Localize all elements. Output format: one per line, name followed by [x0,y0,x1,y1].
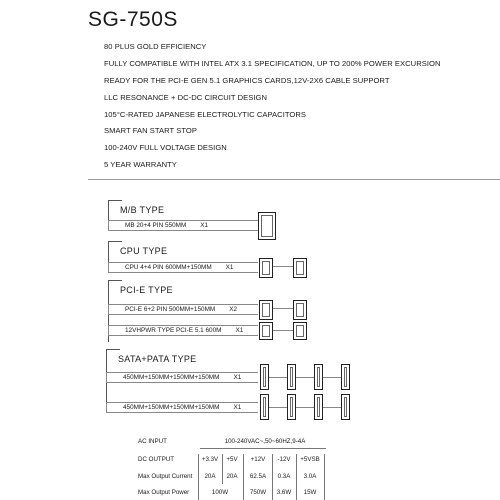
cpu-8pin-connector-icon [293,258,307,278]
rail-cell: +3.3V [201,456,219,463]
divider-line [88,179,500,180]
pcie-wire [273,308,293,309]
sata-connector-icon [341,394,350,420]
current-cell: 3.0A [303,473,317,480]
sata-cable-1 [106,372,258,383]
sata-connector-icon [314,364,323,390]
rail-cell: -12V [277,456,291,463]
sata-cable-qty: X1 [233,374,242,381]
sata-connector-icon [287,364,296,390]
feature-item: FULLY COMPATIBLE WITH INTEL ATX 3.1 SPECIFICATION, UP TO 200% POWER EXCURSION [104,58,441,68]
mb-24pin-connector-icon [258,212,276,240]
feature-item: SMART FAN START STOP [104,126,197,136]
sata-cable-label: 450MM+150MM+150MM+150MM [123,374,220,381]
pcie-cable-label: PCI-E 6+2 PIN 500MM+150MM [125,306,216,313]
rail-cell: +5VSB [300,456,320,463]
feature-item: 5 YEAR WARRANTY [104,160,177,170]
feature-item: 105°C-RATED JAPANESE ELECTROLYTIC CAPACITORS [104,109,307,119]
ac-input-value: 100-240VAC~,50~60HZ,9-4A [224,438,306,445]
cpu-wire [273,266,293,267]
dc-output-label: DC OUTPUT [138,456,175,463]
cpu-cable-label: CPU 4+4 PIN 600MM+150MM [125,264,212,271]
rail-cell: +5V [226,456,238,463]
mb-section-title: M/B TYPE [120,205,165,215]
max-power-label: Max Output Power [138,489,190,496]
mb-cable-label: MB 20+4 PIN 550MM [125,222,187,229]
power-cell: 3.6W [276,489,292,496]
current-cell: 20A [204,473,216,480]
sata-connector-icon [260,394,269,420]
max-current-label: Max Output Current [138,473,193,480]
cpu-cable-qty: X1 [225,264,234,271]
sata-connector-icon [287,394,296,420]
sata-cable-2 [106,402,258,413]
table-line [222,454,223,484]
sata-wire [323,407,341,408]
dc-output-row [138,456,438,466]
table-line [272,454,273,500]
sata-wire [269,407,287,408]
pcie-8pin-connector-icon [259,300,273,320]
feature-list [104,43,441,178]
12vhpwr-wire [273,330,293,331]
pcie-cable-label: 12VHPWR TYPE PCI-E 5.1 600M [125,327,222,334]
sata-connector-icon [314,394,323,420]
max-power-row [138,489,438,499]
ac-input-label: AC INPUT [138,438,167,445]
power-cell: 750W [249,489,267,496]
sata-wire [269,377,287,378]
mb-cable [108,220,258,231]
product-title: SG-750S [88,8,178,31]
current-cell: 0.3A [277,473,291,480]
table-line [324,454,325,500]
sata-wire [296,377,314,378]
rail-cell: +12V [250,456,266,463]
sata-section-title: SATA+PATA TYPE [118,354,197,364]
table-line [198,454,199,500]
power-cell: 100W [211,489,229,496]
table-line [200,448,326,449]
max-current-row [138,473,438,483]
cpu-cable [108,262,258,273]
current-cell: 20A [226,473,238,480]
pcie-cable-qty: X1 [235,327,244,334]
12vhpwr-connector-icon [259,322,273,340]
mb-cable-qty: X1 [200,222,209,229]
pcie-cable-1 [108,304,258,315]
power-cell: 15W [303,489,317,496]
12vhpwr-connector-icon [293,322,307,340]
feature-item: LLC RESONANCE + DC-DC CIRCUIT DESIGN [104,92,268,102]
table-line [243,454,244,500]
sata-connector-icon [260,364,269,390]
pcie-8pin-connector-icon [293,300,307,320]
sata-wire [296,407,314,408]
sata-cable-label: 450MM+150MM+150MM+150MM [123,404,220,411]
sata-cable-qty: X1 [233,404,242,411]
sata-wire [323,377,341,378]
pcie-cable-qty: X2 [229,306,238,313]
feature-item: 100-240V FULL VOLTAGE DESIGN [104,143,227,153]
feature-item: 80 PLUS GOLD EFFICIENCY [104,42,207,51]
sata-connector-icon [341,364,350,390]
feature-item: READY FOR THE PCI-E GEN 5.1 GRAPHICS CARDS,12V-2X6 CABLE SUPPORT [104,75,390,85]
table-line [296,454,297,500]
pcie-cable-2 [108,325,258,336]
cpu-8pin-connector-icon [259,258,273,278]
pcie-section-title: PCI-E TYPE [120,285,173,295]
cpu-section-title: CPU TYPE [120,246,168,256]
current-cell: 62.5A [249,473,267,480]
ac-input-row [138,438,438,448]
